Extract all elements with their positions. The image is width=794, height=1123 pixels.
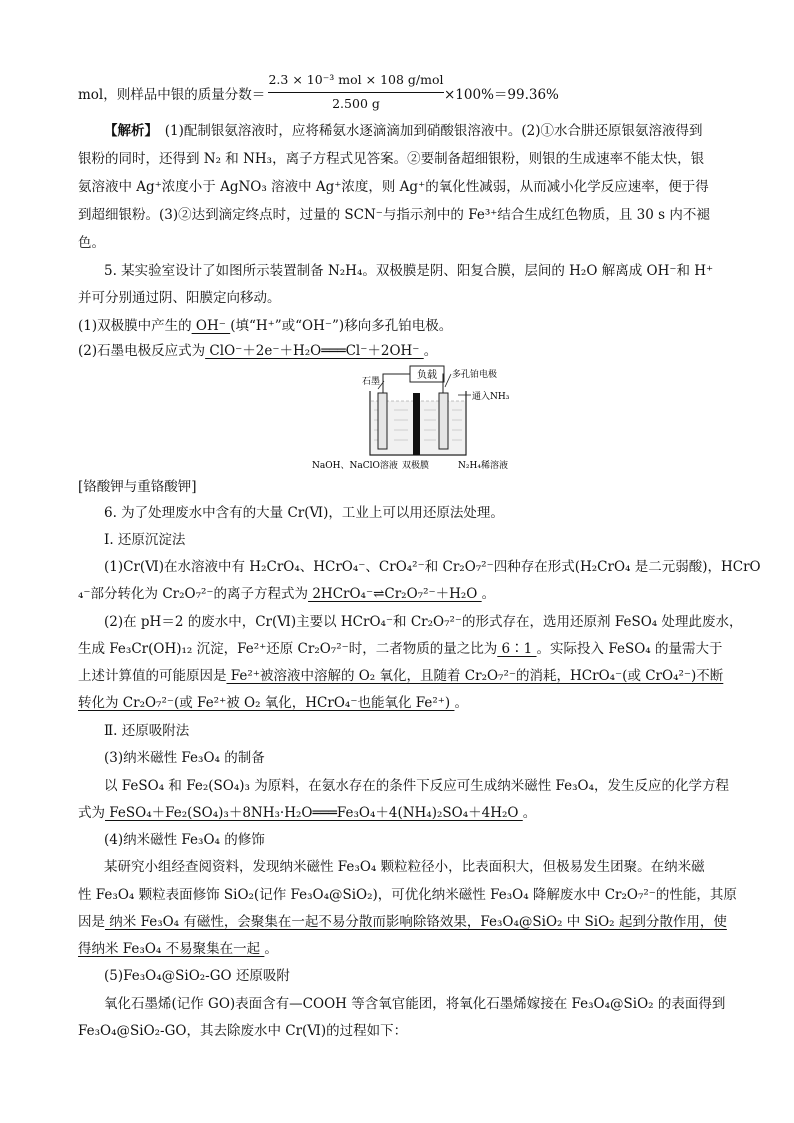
q6-answer-5b: 得纳米 Fe₃O₄ 不易聚集在一起 xyxy=(78,941,265,957)
q6-sub-4-line-4: 得纳米 Fe₃O₄ 不易聚集在一起 。 xyxy=(78,941,278,957)
q6-sub-5-line-2: Fe₃O₄@SiO₂-GO，其去除废水中 Cr(Ⅵ)的过程如下： xyxy=(78,1023,408,1039)
q5-answer-1: OH⁻ xyxy=(191,318,231,334)
analysis-line-3: 氨溶液中 Ag⁺浓度小于 AgNO₃ 溶液中 Ag⁺浓度，则 Ag⁺的氧化性减弱，从而减小化学反应速率，便于得 xyxy=(78,179,709,195)
q5-stem-1: 5. 某实验室设计了如图所示装置制备 N₂H₄。双极膜是阴、阳复合膜，层间的 H₂O 解离成 OH⁻和 H⁺ xyxy=(104,263,714,279)
membrane-label: 双极膜 xyxy=(402,461,430,471)
q6-sub-4-line-1: 某研究小组经查阅资料，发现纳米磁性 Fe₃O₄ 颗粒粒径小，比表面积大，但极易发生团聚。在纳米磁 xyxy=(104,859,705,875)
analysis-line-5: 色。 xyxy=(78,235,105,251)
analysis-line-2: 银粉的同时，还得到 N₂ 和 NH₃，离子方程式见答案。②要制备超细银粉，则银的生成速率不能太快，银 xyxy=(78,151,705,167)
q5-stem-2: 并可分别通过阴、阳膜定向移动。 xyxy=(78,290,281,306)
section-title: [铬酸钾与重铬酸钾] xyxy=(78,479,197,495)
calc-suffix: ×100%＝99.36% xyxy=(444,87,559,103)
q6-sub-1-line-2: ₄⁻部分转化为 Cr₂O₇²⁻的离子方程式为 2HCrO₄⁻⇌Cr₂O₇²⁻＋H₂O 。 xyxy=(78,586,496,602)
q6-sub-1-line-1: (1)Cr(Ⅵ)在水溶液中有 H₂CrO₄、HCrO₄⁻、CrO₄²⁻和 Cr₂O₇²⁻四种存在形式(H₂CrO₄ 是二元弱酸)，HCrO xyxy=(104,559,761,575)
q6-sub-5-title: (5)Fe₃O₄@SiO₂-GO 还原吸附 xyxy=(104,968,290,984)
q6-sub-2-line-1: (2)在 pH＝2 的废水中，Cr(Ⅵ)主要以 HCrO₄⁻和 Cr₂O₇²⁻的形式存在，选用还原剂 FeSO₄ 处理此废水， xyxy=(104,614,743,630)
q6-sub-2-line-4: 转化为 Cr₂O₇²⁻(或 Fe²⁺被 O₂ 氧化，HCrO₄⁻也能氧化 Fe²⁺) 。 xyxy=(78,695,468,711)
left-wire xyxy=(383,374,410,393)
bipolar-membrane xyxy=(413,393,420,455)
q6-answer-5a: 纳米 Fe₃O₄ 有磁性，会聚集在一起不易分散而影响除铬效果，Fe₃O₄@SiO₂ 中 SiO₂ 起到分散作用，使 xyxy=(105,914,727,930)
fraction-numerator: 2.3 × 10⁻³ mol × 108 g/mol xyxy=(268,72,444,93)
q6-part-2-title: Ⅱ. 还原吸附法 xyxy=(104,723,190,739)
q5-answer-2: ClO⁻＋2e⁻＋H₂O═══Cl⁻＋2OH⁻ xyxy=(205,343,424,359)
fraction-denominator: 2.500 g xyxy=(332,96,380,111)
analysis-line-1: 【解析】 (1)配制银氨溶液时，应将稀氨水逐滴滴加到硝酸银溶液中。(2)①水合肼还原银氨溶液得到 xyxy=(104,123,703,139)
graphite-electrode xyxy=(378,393,387,449)
right-solution-label: N₂H₄稀溶液 xyxy=(458,461,508,471)
load-label: 负载 xyxy=(417,370,437,381)
q6-stem: 6. 为了处理废水中含有的大量 Cr(Ⅵ)，工业上可以用还原法处理。 xyxy=(104,505,504,521)
platinum-pointer xyxy=(445,374,451,387)
q6-sub-2-line-3: 上述计算值的可能原因是 Fe²⁺被溶液中溶解的 O₂ 氧化，且随着 Cr₂O₇²⁻的消耗，HCrO₄⁻(或 CrO₄²⁻)不断 xyxy=(78,668,724,684)
mass-fraction xyxy=(268,72,444,111)
q6-sub-3-title: (3)纳米磁性 Fe₃O₄ 的制备 xyxy=(104,750,265,766)
q6-answer-1: 2HCrO₄⁻⇌Cr₂O₇²⁻＋H₂O xyxy=(308,586,482,602)
electrolysis-apparatus-diagram xyxy=(312,365,526,471)
analysis-tag: 【解析】 xyxy=(104,123,152,139)
q6-sub-4-line-3: 因是 纳米 Fe₃O₄ 有磁性，会聚集在一起不易分散而影响除铬效果，Fe₃O₄@SiO₂ 中 SiO₂ 起到分散作用，使 xyxy=(78,914,727,930)
q6-answer-2: 6∶1 xyxy=(497,641,537,657)
platinum-label: 多孔铂电极 xyxy=(452,370,498,380)
graphite-label: 石墨 xyxy=(362,377,381,387)
q5-sub-1: (1)双极膜中产生的 OH⁻ (填“H⁺”或“OH⁻”)移向多孔铂电极。 xyxy=(78,318,453,334)
q6-answer-3a: Fe²⁺被溶液中溶解的 O₂ 氧化，且随着 Cr₂O₇²⁻的消耗，HCrO₄⁻(或 CrO₄²⁻)不断 xyxy=(226,668,724,684)
q6-part-1-title: Ⅰ. 还原沉淀法 xyxy=(104,532,186,548)
platinum-electrode xyxy=(439,393,448,449)
calc-prefix: mol，则样品中银的质量分数＝ xyxy=(78,87,266,103)
q6-sub-5-line-1: 氧化石墨烯(记作 GO)表面含有—COOH 等含氧官能团，将氧化石墨烯嫁接在 Fe₃O₄@SiO₂ 的表面得到 xyxy=(104,996,726,1012)
q6-sub-3-line-2: 式为 FeSO₄＋Fe₂(SO₄)₃＋8NH₃·H₂O═══Fe₃O₄＋4(NH₄)₂SO₄＋4H₂O 。 xyxy=(78,805,537,821)
q5-sub-2: (2)石墨电极反应式为 ClO⁻＋2e⁻＋H₂O═══Cl⁻＋2OH⁻ 。 xyxy=(78,343,438,359)
nh3-label: 通入NH₃ xyxy=(472,392,510,402)
q6-answer-4: FeSO₄＋Fe₂(SO₄)₃＋8NH₃·H₂O═══Fe₃O₄＋4(NH₄)₂SO₄＋4H₂O xyxy=(105,805,523,821)
analysis-line-4: 到超细银粉。(3)②达到滴定终点时，过量的 SCN⁻与指示剂中的 Fe³⁺结合生成红色物质，且 30 s 内不褪 xyxy=(78,207,710,223)
q6-answer-3b: 转化为 Cr₂O₇²⁻(或 Fe²⁺被 O₂ 氧化，HCrO₄⁻也能氧化 Fe²⁺) xyxy=(78,695,455,711)
left-solution-label: NaOH、NaClO溶液 xyxy=(312,461,398,471)
q6-sub-2-line-2: 生成 Fe₃Cr(OH)₁₂ 沉淀，Fe²⁺还原 Cr₂O₇²⁻时，二者物质的量之比为 6∶1 。实际投入 FeSO₄ 的量需大于 xyxy=(78,641,723,657)
q6-sub-4-line-2: 性 Fe₃O₄ 颗粒表面修饰 SiO₂(记作 Fe₃O₄@SiO₂)，可优化纳米磁性 Fe₃O₄ 降解废水中 Cr₂O₇²⁻的性能，其原 xyxy=(78,887,737,903)
q6-sub-3-line-1: 以 FeSO₄ 和 Fe₂(SO₄)₃ 为原料，在氨水存在的条件下反应可生成纳米磁性 Fe₃O₄，发生反应的化学方程 xyxy=(104,778,730,794)
q6-sub-4-title: (4)纳米磁性 Fe₃O₄ 的修饰 xyxy=(104,832,265,848)
